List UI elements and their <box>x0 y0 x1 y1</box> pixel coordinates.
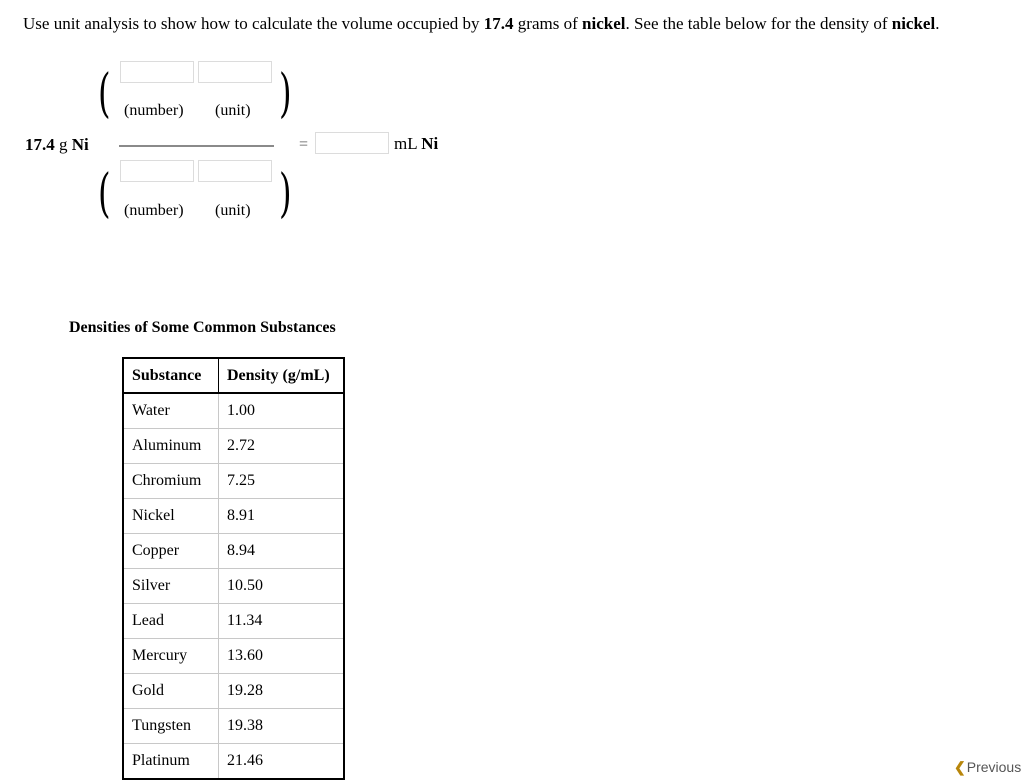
density-cell: 8.91 <box>219 499 345 534</box>
table-row <box>123 429 344 464</box>
denominator-unit-input[interactable] <box>198 160 272 182</box>
substance-cell: Platinum <box>123 744 219 780</box>
column-header-density: Density (g/mL) <box>219 358 345 393</box>
table-row <box>123 674 344 709</box>
table-row <box>123 604 344 639</box>
question-part: Use unit analysis to show how to calculate the volume occupied by <box>23 14 484 33</box>
density-cell: 19.28 <box>219 674 345 709</box>
question-text <box>23 13 1013 35</box>
result-unit-text: mL <box>394 134 422 153</box>
substance-cell: Gold <box>123 674 219 709</box>
chevron-left-icon: ❮ <box>954 759 966 775</box>
question-part: grams of <box>513 14 583 33</box>
numerator-number-hint: (number) <box>124 102 184 119</box>
equals-sign: = <box>299 136 309 153</box>
numerator-open-paren: ( <box>98 64 111 124</box>
density-cell: 13.60 <box>219 639 345 674</box>
result-unit <box>394 134 438 154</box>
density-cell: 10.50 <box>219 569 345 604</box>
fraction-bar <box>119 145 274 147</box>
question-part: . See the table below for the density of <box>625 14 892 33</box>
substance-cell: Chromium <box>123 464 219 499</box>
numerator-unit-input[interactable] <box>198 61 272 83</box>
density-cell: 21.46 <box>219 744 345 780</box>
question-element: nickel <box>891 14 936 33</box>
numerator-unit-hint: (unit) <box>215 102 251 119</box>
denominator-unit-hint: (unit) <box>215 202 251 219</box>
substance-cell: Silver <box>123 569 219 604</box>
given-symbol: Ni <box>71 135 89 154</box>
table-row <box>123 639 344 674</box>
table-header-row <box>123 358 344 393</box>
denominator-number-hint: (number) <box>124 202 184 219</box>
table-row <box>123 499 344 534</box>
density-cell: 1.00 <box>227 402 255 419</box>
substance-cell: Mercury <box>123 639 219 674</box>
density-cell: 7.25 <box>219 464 345 499</box>
density-cell: 19.38 <box>219 709 345 744</box>
substance-cell: Nickel <box>123 499 219 534</box>
table-row <box>123 464 344 499</box>
table-row <box>123 709 344 744</box>
previous-button[interactable] <box>954 757 1021 777</box>
density-table <box>122 357 345 780</box>
numerator-close-paren: ) <box>279 64 292 124</box>
substance-cell: Water <box>123 393 219 429</box>
substance-cell: Aluminum <box>123 429 219 464</box>
result-symbol: Ni <box>421 134 439 153</box>
table-row <box>123 744 344 780</box>
numerator-number-input[interactable] <box>120 61 194 83</box>
density-cell: 11.34 <box>219 604 345 639</box>
substance-cell: Lead <box>123 604 219 639</box>
column-header-substance: Substance <box>123 358 219 393</box>
substance-cell: Tungsten <box>123 709 219 744</box>
given-unit: g <box>54 135 72 154</box>
result-input[interactable] <box>315 132 389 154</box>
denominator-close-paren: ) <box>279 164 292 224</box>
question-part: . <box>935 14 940 33</box>
denominator-number-input[interactable] <box>120 160 194 182</box>
question-element: nickel <box>582 14 626 33</box>
density-cell: 8.94 <box>219 534 345 569</box>
substance-cell: Copper <box>123 534 219 569</box>
previous-label: Previous <box>966 759 1022 775</box>
density-cell: 2.72 <box>219 429 345 464</box>
given-quantity <box>25 135 89 155</box>
denominator-open-paren: ( <box>98 164 111 224</box>
question-mass: 17.4 <box>483 14 514 33</box>
table-caption: Densities of Some Common Substances <box>69 319 336 336</box>
table-row <box>123 569 344 604</box>
given-value: 17.4 <box>25 135 55 154</box>
table-row <box>123 534 344 569</box>
table-row <box>123 393 344 429</box>
